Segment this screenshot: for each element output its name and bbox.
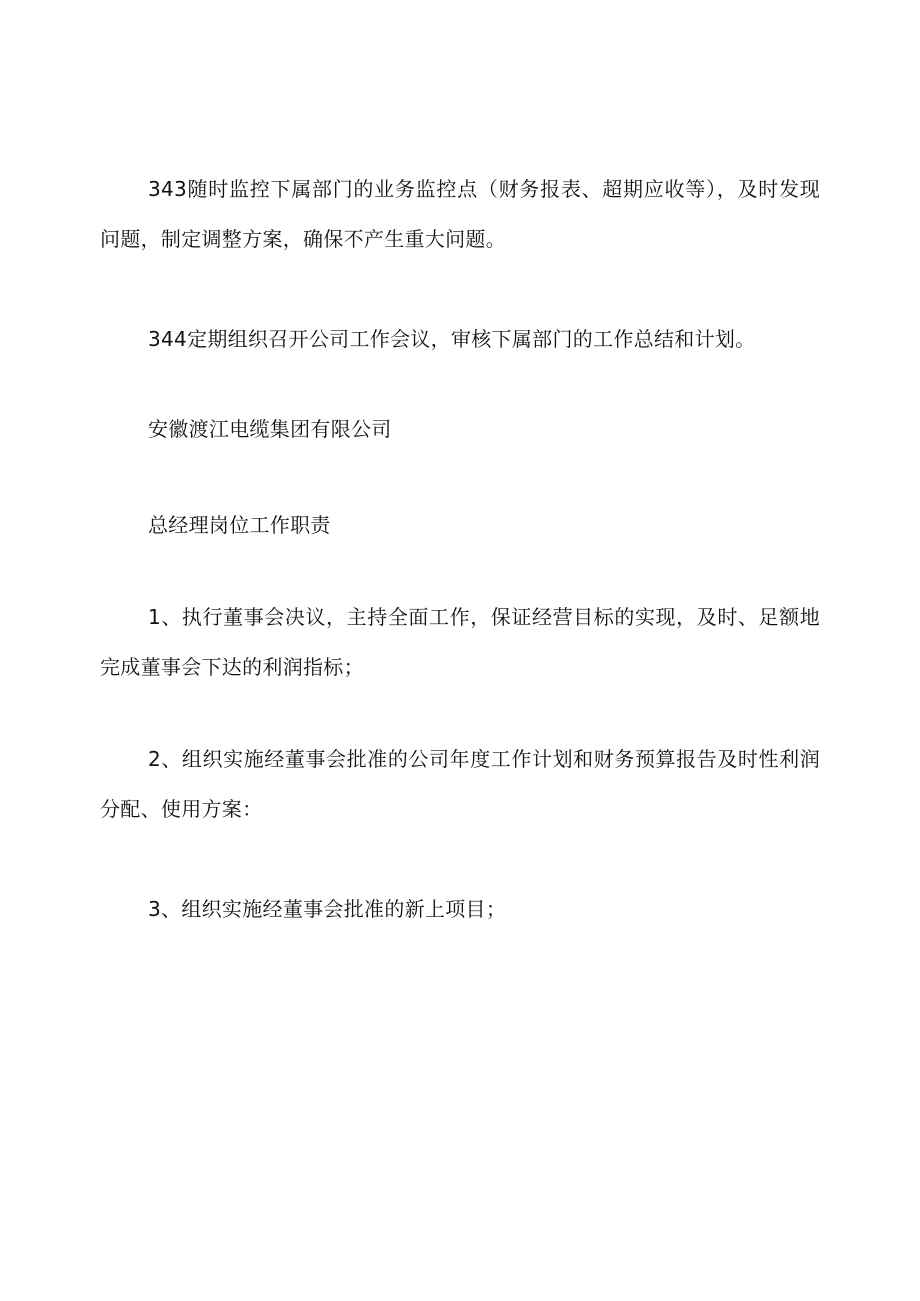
section-title: 总经理岗位工作职责 [148, 513, 331, 537]
paragraph-344-meetings: 344定期组织召开公司工作会议，审核下属部门的工作总结和计划。 [148, 327, 756, 351]
company-name: 安徽渡江电缆集团有限公司 [148, 417, 392, 441]
duty-item-3: 3、组织实施经董事会批准的新上项目； [148, 897, 507, 921]
duty-item-1: 1、执行董事会决议，主持全面工作，保证经营目标的实现，及时、足额地完成董事会下达的利润指标； [100, 605, 820, 679]
paragraph-343-monitoring: 343随时监控下属部门的业务监控点（财务报表、超期应收等），及时发现问题，制定调整方案，确保不产生重大问题。 [100, 177, 820, 251]
duty-item-2: 2、组织实施经董事会批准的公司年度工作计划和财务预算报告及时性利润分配、使用方案： [100, 747, 820, 821]
